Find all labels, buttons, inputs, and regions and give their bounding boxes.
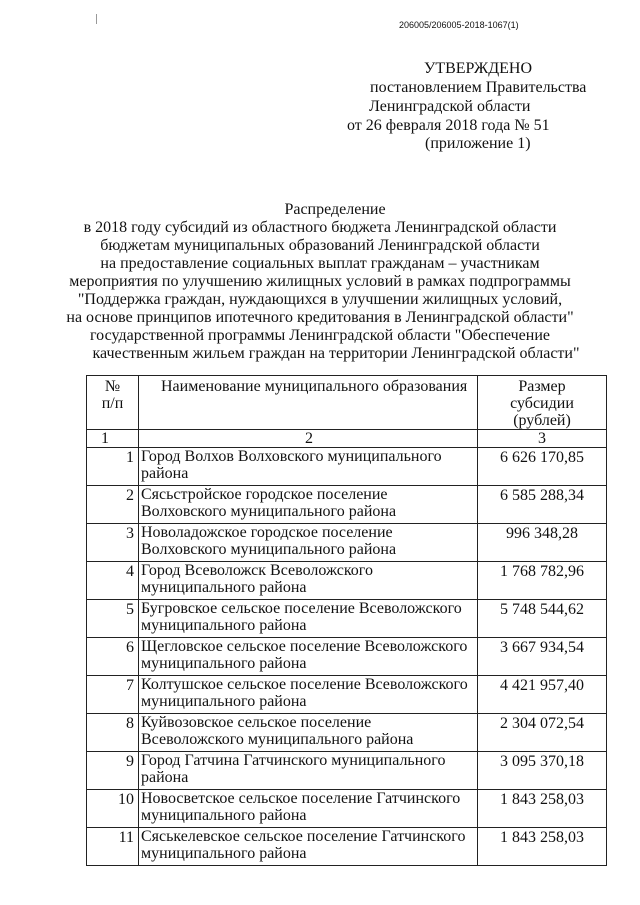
row-name: Город Гатчина Гатчинского муниципального района xyxy=(139,752,478,790)
row-amount: 3 667 934,54 xyxy=(478,638,607,676)
document-title xyxy=(0,201,640,363)
row-number: 11 xyxy=(87,828,139,866)
table-row xyxy=(87,486,607,524)
row-amount: 4 421 957,40 xyxy=(478,676,607,714)
title-line: государственной программы Ленинградской области "Обеспечение xyxy=(90,327,550,344)
approval-date: от 26 февраля 2018 года № 51 xyxy=(347,117,550,134)
row-number: 1 xyxy=(87,448,139,486)
title-line: на основе принципов ипотечного кредитования в Ленинградской области" xyxy=(66,309,574,326)
title-line: бюджетам муниципальных образований Ленинградской области xyxy=(100,237,540,254)
table-row xyxy=(87,676,607,714)
document-id: 206005/206005-2018-1067(1) xyxy=(399,20,519,30)
column-number-1: 1 xyxy=(87,430,139,448)
row-number: 2 xyxy=(87,486,139,524)
table-body xyxy=(87,448,607,866)
title-line: Распределение xyxy=(284,201,386,218)
header-amount-line1: Размер xyxy=(518,378,566,395)
row-name: Сясьстройское городское поселение Волховского муниципального района xyxy=(139,486,478,524)
header-number-line1: № xyxy=(104,378,121,395)
title-line: мероприятия по улучшению жилищных условий в рамках подпрограммы xyxy=(69,273,571,290)
table-row xyxy=(87,828,607,866)
row-name: Бугровское сельское поселение Всеволожского муниципального района xyxy=(139,600,478,638)
row-amount: 5 748 544,62 xyxy=(478,600,607,638)
row-amount: 6 585 288,34 xyxy=(478,486,607,524)
row-name: Город Всеволожск Всеволожского муниципального района xyxy=(139,562,478,600)
row-number: 3 xyxy=(87,524,139,562)
table-row xyxy=(87,600,607,638)
row-number: 8 xyxy=(87,714,139,752)
column-number-2: 2 xyxy=(139,430,478,448)
row-amount: 2 304 072,54 xyxy=(478,714,607,752)
scan-margin-mark xyxy=(96,14,97,24)
row-name: Куйвозовское сельское поселение Всеволожского муниципального района xyxy=(139,714,478,752)
row-name: Новоладожское городское поселение Волховского муниципального района xyxy=(139,524,478,562)
table-row xyxy=(87,448,607,486)
row-name: Колтушское сельское поселение Всеволожского муниципального района xyxy=(139,676,478,714)
row-amount: 6 626 170,85 xyxy=(478,448,607,486)
column-number-3: 3 xyxy=(478,430,607,448)
header-number xyxy=(87,376,139,430)
title-line: в 2018 году субсидий из областного бюджета Ленинградской области xyxy=(83,219,557,236)
row-amount: 3 095 370,18 xyxy=(478,752,607,790)
row-amount: 1 843 258,03 xyxy=(478,790,607,828)
row-number: 10 xyxy=(87,790,139,828)
table-row xyxy=(87,752,607,790)
row-amount: 996 348,28 xyxy=(478,524,607,562)
approval-decree: постановлением Правительства xyxy=(370,79,587,96)
approval-heading: УТВЕРЖДЕНО xyxy=(424,60,533,77)
row-name: Сяськелевское сельское поселение Гатчинского муниципального района xyxy=(139,828,478,866)
row-name: Щегловское сельское поселение Всеволожского муниципального района xyxy=(139,638,478,676)
header-amount-line2: субсидии xyxy=(510,395,574,412)
table-row xyxy=(87,714,607,752)
row-number: 9 xyxy=(87,752,139,790)
header-number-line2: п/п xyxy=(101,395,124,412)
approval-appendix: (приложение 1) xyxy=(425,135,531,152)
header-name: Наименование муниципального образования xyxy=(139,376,478,430)
row-amount: 1 843 258,03 xyxy=(478,828,607,866)
header-amount-line3: (рублей) xyxy=(513,412,571,429)
row-number: 6 xyxy=(87,638,139,676)
subsidy-table xyxy=(86,375,607,866)
row-name: Город Волхов Волховского муниципального района xyxy=(139,448,478,486)
column-number-row xyxy=(87,430,607,448)
row-number: 5 xyxy=(87,600,139,638)
title-line: на предоставление социальных выплат гражданам – участникам xyxy=(100,255,540,272)
table-row xyxy=(87,790,607,828)
header-amount xyxy=(478,376,607,430)
row-name: Новосветское сельское поселение Гатчинского муниципального района xyxy=(139,790,478,828)
table-header-row xyxy=(87,376,607,430)
row-amount: 1 768 782,96 xyxy=(478,562,607,600)
table-row xyxy=(87,562,607,600)
approval-region: Ленинградской области xyxy=(369,98,531,115)
table-row xyxy=(87,524,607,562)
row-number: 4 xyxy=(87,562,139,600)
row-number: 7 xyxy=(87,676,139,714)
title-line: качественным жильем граждан на территории Ленинградской области" xyxy=(92,345,580,362)
title-line: "Поддержка граждан, нуждающихся в улучшении жилищных условий, xyxy=(77,291,563,308)
table-row xyxy=(87,638,607,676)
